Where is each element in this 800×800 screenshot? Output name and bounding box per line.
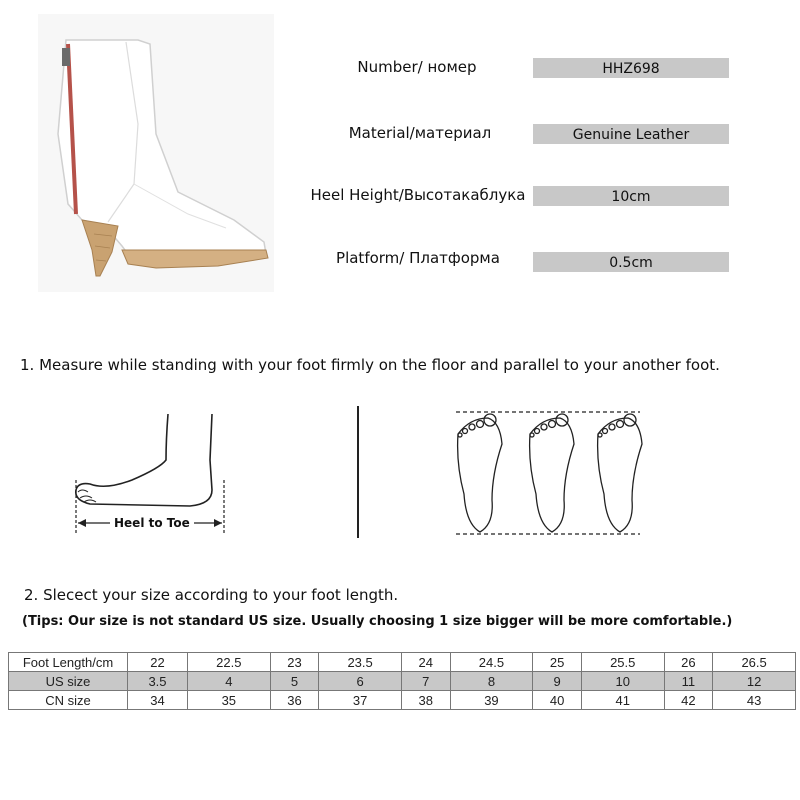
table-cell: 35 — [187, 691, 270, 710]
heel-to-toe-label: Heel to Toe — [114, 516, 190, 530]
product-image — [38, 14, 274, 292]
table-cell: 24 — [401, 653, 450, 672]
spec-label-heel-height: Heel Height/Высотакаблука — [310, 186, 526, 204]
spec-value-number: HHZ698 — [533, 58, 729, 78]
table-cell: 25 — [533, 653, 582, 672]
table-cell: 11 — [664, 672, 713, 691]
table-cell: 10 — [581, 672, 664, 691]
spec-value-platform: 0.5cm — [533, 252, 729, 272]
table-cell: 25.5 — [581, 653, 664, 672]
spec-label-material: Material/материал — [348, 124, 492, 142]
row-label: Foot Length/cm — [9, 653, 128, 672]
table-cell: 23 — [270, 653, 319, 672]
spec-value-material: Genuine Leather — [533, 124, 729, 144]
table-cell: 8 — [450, 672, 533, 691]
table-row-cn-size — [9, 691, 796, 710]
spec-label-number: Number/ номер — [357, 58, 477, 76]
table-cell: 22 — [128, 653, 188, 672]
table-cell: 39 — [450, 691, 533, 710]
step1-instruction: 1. Measure while standing with your foot firmly on the floor and parallel to your another foot. — [20, 356, 720, 374]
spec-value-heel-height: 10cm — [533, 186, 729, 206]
table-cell: 6 — [319, 672, 402, 691]
table-cell: 4 — [187, 672, 270, 691]
table-cell: 43 — [713, 691, 796, 710]
row-label: US size — [9, 672, 128, 691]
table-cell: 40 — [533, 691, 582, 710]
row-label: CN size — [9, 691, 128, 710]
size-chart-table — [8, 652, 796, 710]
divider — [357, 406, 359, 538]
table-cell: 5 — [270, 672, 319, 691]
table-cell: 22.5 — [187, 653, 270, 672]
table-cell: 26.5 — [713, 653, 796, 672]
table-cell: 42 — [664, 691, 713, 710]
table-row-us-size — [9, 672, 796, 691]
top-feet-diagram — [440, 404, 660, 544]
table-cell: 37 — [319, 691, 402, 710]
table-cell: 38 — [401, 691, 450, 710]
table-cell: 3.5 — [128, 672, 188, 691]
table-cell: 23.5 — [319, 653, 402, 672]
step2-instruction: 2. Slecect your size according to your foot length. — [24, 586, 399, 604]
table-cell: 26 — [664, 653, 713, 672]
sizing-tips: (Tips: Our size is not standard US size. Usually choosing 1 size bigger will be more comfortable.) — [22, 614, 733, 629]
table-cell: 12 — [713, 672, 796, 691]
table-cell: 24.5 — [450, 653, 533, 672]
ankle-boot-illustration — [38, 14, 274, 292]
table-row-foot-length — [9, 653, 796, 672]
table-cell: 41 — [581, 691, 664, 710]
table-cell: 36 — [270, 691, 319, 710]
table-cell: 7 — [401, 672, 450, 691]
table-cell: 9 — [533, 672, 582, 691]
table-cell: 34 — [128, 691, 188, 710]
spec-label-platform: Platform/ Платформа — [336, 249, 500, 267]
